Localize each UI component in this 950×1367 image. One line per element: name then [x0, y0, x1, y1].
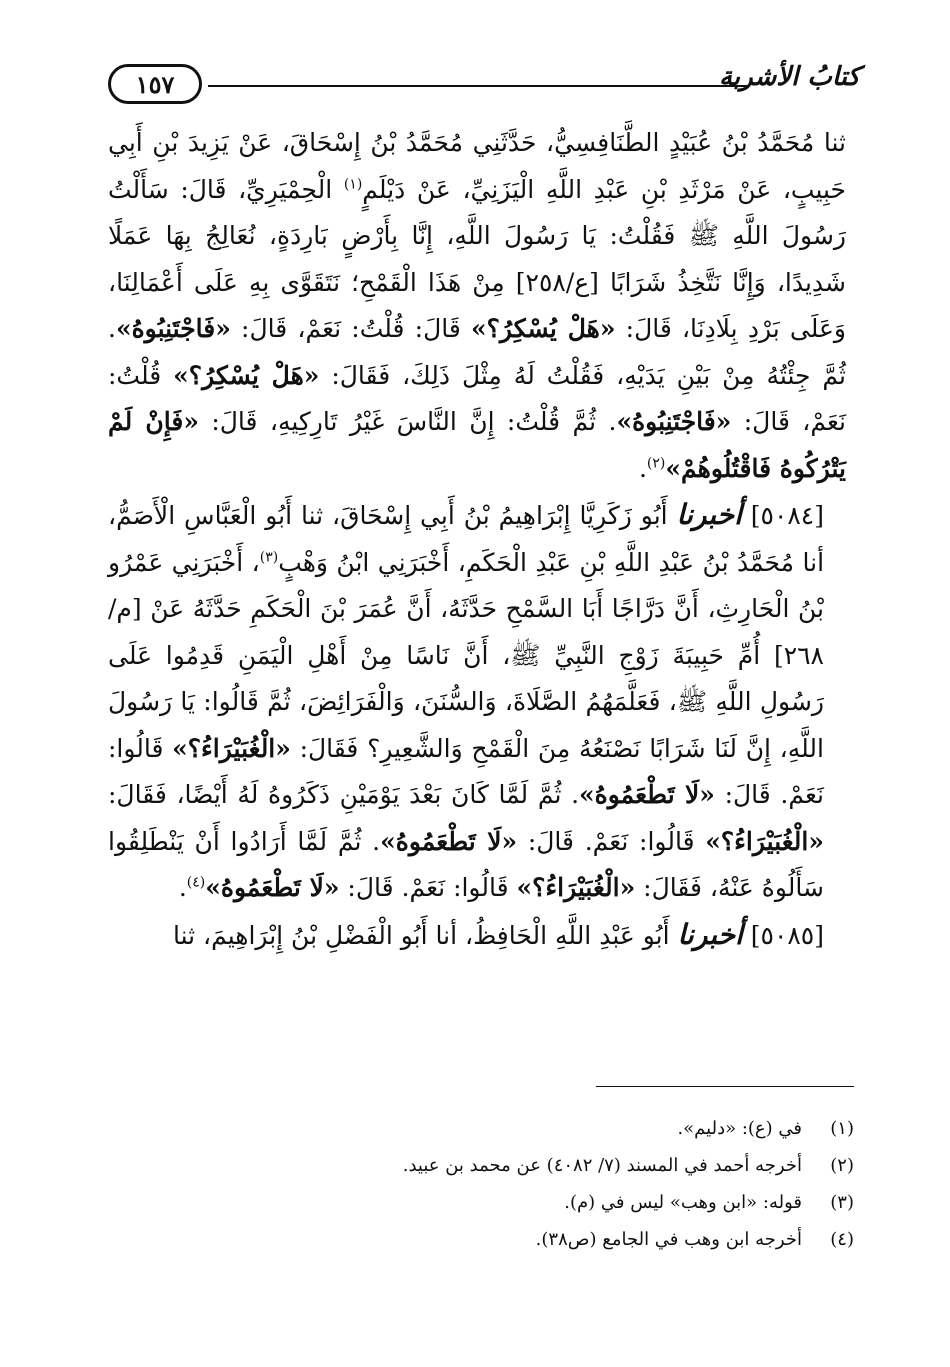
prophetic-speech: «الْغُبَيْرَاءُ؟»: [516, 873, 636, 902]
hadith-paragraph: [108, 912, 846, 960]
prophetic-speech: «فَاجْتَنِبُوهُ»: [115, 314, 231, 343]
text-run: قَالَ: قُلْتُ: نَعَمْ، قَالَ:: [230, 314, 472, 343]
book-title: كتابُ الأشربة: [718, 62, 860, 92]
footnote-text: أخرجه ابن وهب في الجامع (ص٣٨).: [535, 1229, 802, 1250]
text-run: ، أَخْبَرَنِي عَمْرُو بْنُ الْحَارِثِ، أَنَّ دَرَّاجًا أَبَا السَّمْحِ حَدَّثَهُ، أَنَّ عُمَرَ بْنَ الْحَكَمِ حَدَّثَهُ عَنْ [م/٢٦٨] أُمِّ حَبِيبَةَ زَوْجِ النَّبِيِّ ﷺ، أَنَّ نَاسًا مِنْ أَهْلِ الْيَمَنِ قَدِمُوا عَلَى رَسُولِ اللَّهِ ﷺ، فَعَلَّمَهُمُ الصَّلَاةَ، وَالسُّنَنَ، وَالْفَرَائِضَ، ثُمَّ قَالُوا: يَا رَسُولَ اللَّهِ، إِنَّ لَنَا شَرَابًا نَصْنَعُهُ مِنَ الْقَمْحِ وَالشَّعِيرِ؟ فَقَالَ:: [108, 547, 824, 763]
hadith-paragraph: [108, 492, 846, 912]
prophetic-speech: «فَاجْتَنِبُوهُ»: [616, 407, 732, 436]
prophetic-speech: «الْغُبَيْرَاءُ؟»: [172, 733, 291, 763]
footnote-divider: [596, 1086, 854, 1087]
text-run: أَبُو زَكَرِيَّا إِبْرَاهِيمُ بْنُ أَبِي إِسْحَاقَ، ثنا أَبُو الْعَبَّاسِ الْأَصَمُّ، أنا مُحَمَّدُ بْنُ عَبْدِ اللَّهِ بْنِ عَبْدِ الْحَكَمِ، أَخْبَرَنِي ابْنُ وَهْبٍ: [108, 501, 825, 577]
header-rule: [208, 85, 748, 87]
footnote-text: قوله: «ابن وهب» ليس في (م).: [564, 1192, 802, 1213]
footnote-ref: (١): [343, 176, 363, 193]
page-number-badge: [108, 64, 202, 104]
text-run: قَالُوا: نَعَمْ. قَالَ:: [517, 826, 706, 856]
text-run: .: [178, 873, 187, 902]
text-run: . ثُمَّ قُلْتُ: إِنَّ النَّاسَ غَيْرُ تَارِكِيهِ، قَالَ:: [198, 407, 617, 436]
text-run: أَبُو عَبْدِ اللَّهِ الْحَافِظُ، أنا أَبُو الْفَضْلِ بْنُ إِبْرَاهِيمَ، ثنا: [172, 920, 678, 950]
text-run: قُلْتُ: نَعَمْ، قَالَ:: [108, 360, 847, 436]
text-run: . ثُمَّ جِئْتُهُ مِنْ بَيْنِ يَدَيْهِ، فَقُلْتُ لَهُ مِثْلَ ذَلِكَ، فَقَالَ:: [108, 314, 846, 390]
footnote-ref: (٤): [186, 874, 206, 891]
text-run: [٥٠٨٤]: [741, 501, 824, 530]
prophetic-speech: «الْغُبَيْرَاءُ؟»: [705, 826, 824, 856]
footnote-number: (٤): [830, 1229, 854, 1250]
text-run: . ثُمَّ لَمَّا أَرَادُوا أَنْ يَنْطَلِقُوا سَأَلُوهُ عَنْهُ، فَقَالَ:: [108, 826, 824, 902]
prophetic-speech: «لَا تَطْعَمُوهُ»: [380, 826, 518, 856]
footnotes: [114, 1110, 854, 1258]
narration-keyword: أخبرنا: [677, 917, 743, 951]
text-run: ثنا مُحَمَّدُ بْنُ عُبَيْدٍ الطَّنَافِسِيُّ، حَدَّثَنِي مُحَمَّدُ بْنُ إِسْحَاقَ، عَنْ يَزِيدَ بْنِ أَبِي حَبِيبٍ، عَنْ مَرْثَدِ بْنِ عَبْدِ اللَّهِ الْيَزَنِيِّ، عَنْ دَيْلَمٍ: [108, 128, 847, 204]
prophetic-speech: «هَلْ يُسْكِرُ؟»: [173, 360, 320, 390]
text-run: الْحِمْيَرِيِّ، قَالَ: سَأَلْتُ رَسُولَ اللَّهِ ﷺ فَقُلْتُ: يَا رَسُولَ اللَّهِ، إِنَّا بِأَرْضٍ بَارِدَةٍ، نُعَالِجُ بِهَا عَمَلًا شَدِيدًا، وَإِنَّا نَتَّخِذُ شَرَابًا [ع/٢٥٨] مِنْ هَذَا الْقَمْحِ؛ نَتَقَوَّى بِهِ عَلَى أَعْمَالِنَا، وَعَلَى بَرْدِ بِلَادِنَا، قَالَ:: [108, 174, 846, 343]
footnote: [114, 1221, 854, 1258]
footnote: [114, 1147, 854, 1184]
footnote-text: أخرجه أحمد في المسند (٧/ ٤٠٨٢) عن محمد بن عبيد.: [402, 1155, 802, 1176]
footnote-number: (٢): [830, 1155, 854, 1176]
text-run: قَالُوا: نَعَمْ. قَالَ:: [108, 733, 824, 809]
main-text: [108, 120, 846, 959]
footnote: [114, 1110, 854, 1147]
footnote-text: في (ع): «دليم».: [677, 1118, 802, 1139]
prophetic-speech: «فَإِنْ لَمْ يَتْرُكُوهُ فَاقْتُلُوهُمْ»: [108, 407, 846, 483]
paragraph: [108, 120, 846, 492]
text-run: قَالُوا: نَعَمْ. قَالَ:: [339, 873, 517, 902]
footnote-number: (١): [830, 1118, 854, 1139]
footnote: [114, 1184, 854, 1221]
footnote-number: (٣): [830, 1192, 854, 1213]
narration-keyword: أخبرنا: [676, 498, 742, 531]
text-run: .: [638, 453, 647, 483]
prophetic-speech: «لَا تَطْعَمُوهُ»: [579, 780, 715, 809]
text-run: . ثُمَّ لَمَّا كَانَ بَعْدَ يَوْمَيْنِ ذَكَرُوهُ لَهُ أَيْضًا، فَقَالَ:: [108, 780, 580, 809]
text-run: [٥٠٨٥]: [742, 920, 824, 950]
page-header: [100, 58, 860, 108]
footnote-ref: (٢): [646, 455, 666, 472]
prophetic-speech: «هَلْ يُسْكِرُ؟»: [471, 314, 616, 343]
footnote-ref: (٣): [259, 549, 279, 566]
page-number: ١٥٧: [135, 69, 175, 99]
prophetic-speech: «لَا تَطْعَمُوهُ»: [205, 873, 340, 902]
